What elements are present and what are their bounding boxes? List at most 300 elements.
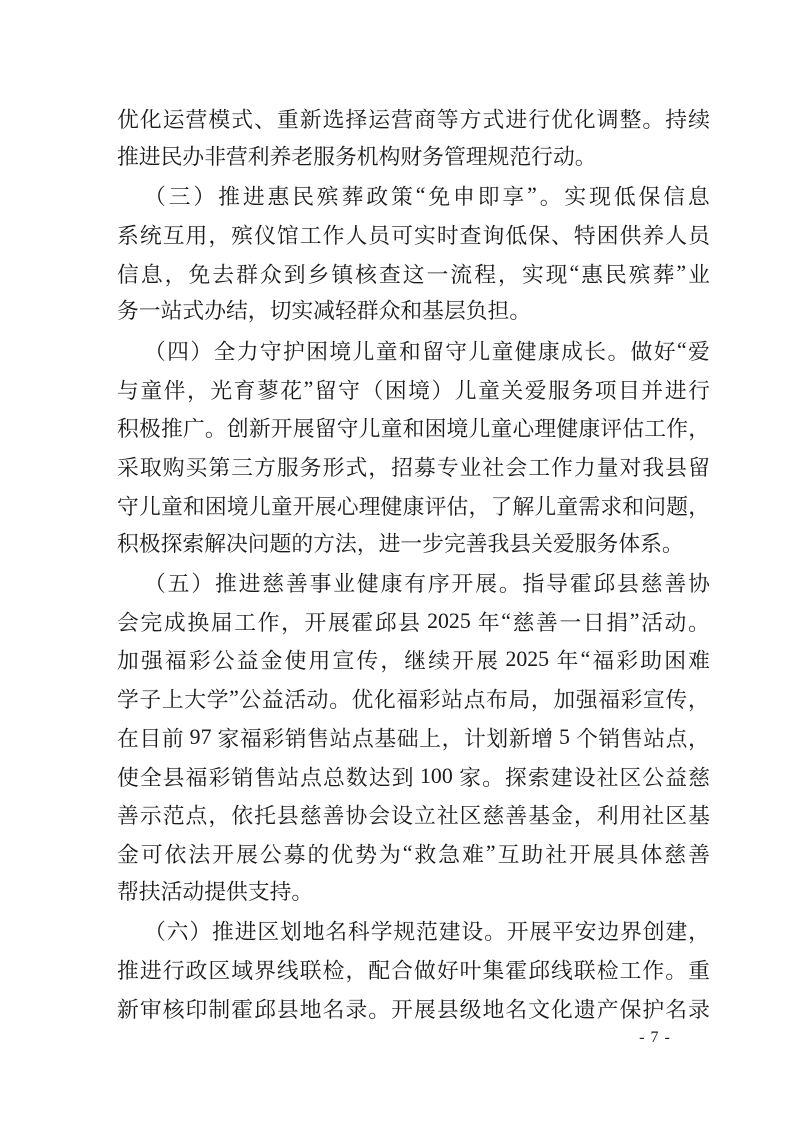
- text-token: 购: [162, 456, 185, 481]
- text-token: 康: [402, 494, 425, 519]
- text-line: [117, 679, 710, 718]
- text-token: 97: [184, 724, 217, 749]
- text-token: 享: [502, 185, 525, 210]
- text-token: 爱: [688, 339, 710, 364]
- text-token: 童: [375, 339, 398, 364]
- text-token: 界: [254, 958, 276, 983]
- text-line: [117, 602, 710, 641]
- text-token: 名: [505, 997, 528, 1022]
- text-token: 年: [556, 649, 579, 674]
- text-token: 立: [413, 804, 436, 829]
- text-token: 和: [182, 494, 205, 519]
- text-token: 保: [619, 997, 642, 1022]
- text-token: 儿: [534, 494, 557, 519]
- text-token: 基: [528, 804, 550, 829]
- text-token: 力: [236, 339, 259, 364]
- text-token: 整: [619, 107, 642, 132]
- text-token: 民: [292, 185, 315, 210]
- text-token: 善: [117, 804, 139, 829]
- text-token: ，: [368, 456, 391, 481]
- text-token: 推: [212, 920, 234, 945]
- text-token: 遗: [573, 997, 596, 1022]
- text-token: 区: [208, 958, 231, 983]
- text-token: 儿: [468, 417, 491, 442]
- text-token: 守: [336, 417, 359, 442]
- text-token: 业: [688, 262, 710, 287]
- text-token: 互: [162, 223, 185, 248]
- text-token: 善: [322, 804, 345, 829]
- text-token: 服: [276, 456, 299, 481]
- text-token: 到: [391, 765, 414, 790]
- text-token: 儿: [352, 339, 375, 364]
- text-token: 建: [550, 765, 573, 790]
- text-token: 福: [185, 765, 208, 790]
- text-token: 群: [236, 262, 258, 287]
- text-token: 站: [441, 688, 464, 713]
- text-token: 售: [620, 726, 643, 751]
- text-token: “: [676, 337, 687, 362]
- text-token: 善: [688, 842, 710, 867]
- text-token: 成: [163, 610, 186, 635]
- text-token: 人: [345, 223, 368, 248]
- text-token: 善: [664, 572, 687, 597]
- text-token: ，: [345, 958, 368, 983]
- text-token: 取: [139, 456, 162, 481]
- text-token: 开: [506, 920, 529, 945]
- text-token: ”: [303, 376, 314, 401]
- text-token: 心: [336, 494, 359, 519]
- text-token: 与: [117, 378, 139, 403]
- text-token: 续: [688, 107, 710, 132]
- text-token: 站: [643, 726, 666, 751]
- text-token: 完: [140, 610, 163, 635]
- text-token: 低: [505, 223, 528, 248]
- text-token: ）: [189, 920, 212, 945]
- text-token: 葬: [341, 185, 364, 210]
- text-token: “: [580, 647, 591, 672]
- text-token: 会: [368, 804, 391, 829]
- text-token: 儿: [454, 378, 477, 403]
- text-token: 审: [139, 997, 162, 1022]
- text-token: 新: [299, 107, 322, 132]
- text-line: [117, 409, 710, 448]
- text-token: 使: [117, 765, 139, 790]
- text-token: ，: [573, 804, 596, 829]
- text-token: 。: [687, 610, 710, 635]
- text-token: 平: [552, 920, 574, 945]
- text-token: 霍: [569, 572, 592, 597]
- text-token: 点: [463, 688, 486, 713]
- text-token: ）: [191, 572, 214, 597]
- text-token: ，: [380, 649, 403, 674]
- text-token: 境: [329, 339, 352, 364]
- text-token: ，: [468, 494, 491, 519]
- text-token: 留: [422, 339, 444, 364]
- text-token: 童: [380, 417, 403, 442]
- text-line: [117, 757, 710, 796]
- text-token: 进: [234, 920, 257, 945]
- text-token: 依: [231, 804, 254, 829]
- text-token: 县: [665, 456, 688, 481]
- text-token: 伴: [163, 378, 186, 403]
- text-token: 困: [596, 223, 619, 248]
- text-token: 爱: [524, 378, 547, 403]
- text-token: 公: [239, 688, 262, 713]
- text-token: 彩: [262, 726, 285, 751]
- text-token: 活: [641, 610, 663, 635]
- text-token: 邱: [374, 610, 397, 635]
- text-token: 仪: [254, 223, 276, 248]
- text-token: 工: [619, 958, 642, 983]
- text-token: 范: [162, 804, 185, 829]
- text-token: 康: [578, 417, 601, 442]
- text-token: 方: [459, 107, 482, 132]
- text-token: 重: [688, 958, 710, 983]
- text-token: 营: [185, 107, 208, 132]
- text-token: 100: [414, 763, 459, 788]
- text-token: 四: [167, 339, 189, 364]
- text-token: ）: [193, 185, 216, 210]
- text-token: 康: [537, 339, 560, 364]
- text-token: 困: [424, 417, 447, 442]
- text-token: 健: [514, 339, 537, 364]
- text-token: 公: [212, 649, 235, 674]
- text-token: 困: [204, 494, 227, 519]
- text-token: 销: [598, 726, 621, 751]
- text-token: 彩: [208, 765, 231, 790]
- text-token: ”: [527, 183, 537, 208]
- text-token: 实: [564, 185, 587, 210]
- text-token: 求: [600, 494, 623, 519]
- text-token: 保: [638, 185, 661, 210]
- text-token: 业: [333, 572, 356, 597]
- text-token: （: [361, 378, 384, 403]
- text-token: 序: [427, 572, 450, 597]
- text-token: 家: [217, 726, 240, 751]
- text-token: 式: [231, 107, 254, 132]
- text-token: 目: [139, 726, 162, 751]
- text-token: 用: [619, 804, 642, 829]
- text-token: 开: [304, 610, 327, 635]
- text-token: 全: [213, 339, 236, 364]
- text-line: [117, 370, 710, 409]
- text-token: 金: [117, 842, 139, 867]
- text-token: 彩: [616, 649, 639, 674]
- text-token: 公: [259, 842, 282, 867]
- text-token: 益: [236, 649, 259, 674]
- text-token: 开: [391, 997, 413, 1022]
- text-token: 理: [358, 494, 381, 519]
- text-token: 县: [436, 997, 459, 1022]
- text-token: 续: [428, 649, 450, 674]
- text-token: 馆: [276, 223, 299, 248]
- text-token: 社: [482, 456, 505, 481]
- text-token: 育: [233, 378, 256, 403]
- text-token: 惠: [267, 185, 290, 210]
- text-token: 作: [666, 417, 689, 442]
- text-token: “: [569, 260, 580, 285]
- text-token: 需: [578, 494, 601, 519]
- text-token: ，: [164, 262, 187, 287]
- text-token: 区: [257, 920, 280, 945]
- text-token: 作: [551, 456, 573, 481]
- text-token: 联: [299, 958, 322, 983]
- text-token: 总: [323, 765, 345, 790]
- text-token: 区: [459, 804, 482, 829]
- text-token: 开: [270, 417, 293, 442]
- paragraph: [117, 911, 710, 1027]
- text-token: 示: [139, 804, 162, 829]
- text-token: 体: [640, 842, 663, 867]
- text-token: 点: [665, 726, 688, 751]
- text-token: 现: [545, 262, 568, 287]
- text-token: 留: [314, 378, 337, 403]
- text-token: 做: [630, 339, 653, 364]
- text-line: [117, 447, 710, 486]
- text-token: 点: [351, 726, 374, 751]
- text-token: 霍: [231, 997, 254, 1022]
- text-token: 积: [117, 417, 139, 442]
- text-token: 和: [402, 417, 425, 442]
- text-token: 慈: [640, 572, 663, 597]
- text-token: 依: [164, 842, 187, 867]
- text-token: 员: [688, 223, 710, 248]
- text-token: 式: [482, 107, 505, 132]
- text-token: 线: [276, 958, 299, 983]
- text-line: [117, 641, 710, 680]
- text-token: 强: [140, 649, 163, 674]
- text-token: 区: [619, 765, 642, 790]
- text-token: 为: [378, 842, 401, 867]
- text-token: 目: [618, 378, 640, 403]
- text-token: 儿: [248, 494, 271, 519]
- text-token: 优: [351, 688, 374, 713]
- text-token: 公: [642, 765, 665, 790]
- text-token: 科: [348, 920, 370, 945]
- text-token: 蓼: [256, 378, 279, 403]
- text-token: 葬: [652, 262, 675, 287]
- text-token: 进: [664, 378, 687, 403]
- text-token: 点: [300, 765, 322, 790]
- text-token: 免: [188, 262, 211, 287]
- text-token: 策: [391, 185, 413, 210]
- text-token: 大: [184, 688, 207, 713]
- text-token: 达: [368, 765, 391, 790]
- text-token: 调: [596, 107, 619, 132]
- page-number: - 7 -: [639, 1029, 671, 1046]
- text-token: 善: [285, 572, 308, 597]
- text-token: 社: [596, 765, 619, 790]
- text-token: 边: [597, 920, 620, 945]
- text-token: 销: [231, 765, 254, 790]
- text-token: 境: [446, 417, 469, 442]
- text-token: 托: [254, 804, 276, 829]
- text-token: 协: [345, 804, 368, 829]
- text-token: 安: [574, 920, 597, 945]
- text-token: 进: [139, 958, 162, 983]
- text-token: 工: [528, 456, 550, 481]
- text-token: 数: [345, 765, 368, 790]
- text-token: 健: [556, 417, 579, 442]
- text-token: 进: [238, 572, 261, 597]
- text-token: 童: [556, 494, 579, 519]
- text-token: 化: [551, 997, 573, 1022]
- text-token: 。: [204, 417, 227, 442]
- text-token: 守: [338, 378, 360, 403]
- text-token: 检: [596, 958, 619, 983]
- text-line: 积极探索解决问题的方法，进一步完善我县关爱服务体系。: [117, 531, 684, 556]
- text-token: 在: [117, 726, 139, 751]
- text-token: 站: [277, 765, 300, 790]
- text-token: 地: [299, 997, 322, 1022]
- text-token: 了: [490, 494, 513, 519]
- text-token: 做: [413, 958, 436, 983]
- text-token: 开: [451, 572, 474, 597]
- text-token: 2025: [500, 647, 555, 672]
- text-token: 叶: [459, 958, 482, 983]
- text-token: 计: [463, 726, 486, 751]
- text-token: 、: [551, 223, 573, 248]
- text-token: 估: [446, 494, 469, 519]
- text-token: 助: [640, 649, 663, 674]
- text-line: [117, 795, 710, 834]
- text-token: 。: [607, 339, 630, 364]
- text-token: ”: [485, 840, 496, 865]
- text-token: 设: [461, 920, 484, 945]
- text-token: 使: [284, 649, 307, 674]
- text-token: 我: [642, 456, 665, 481]
- text-token: 信: [663, 185, 686, 210]
- text-token: 上: [419, 726, 441, 751]
- text-token: 线: [551, 958, 573, 983]
- text-token: ，: [688, 726, 710, 751]
- text-token: 新: [248, 417, 271, 442]
- text-token: 营: [391, 107, 413, 132]
- text-token: 留: [688, 456, 710, 481]
- text-token: 加: [553, 688, 576, 713]
- text-token: 名: [665, 997, 688, 1022]
- text-token: （: [144, 572, 166, 597]
- text-token: 困: [384, 378, 407, 403]
- text-token: 救: [414, 842, 437, 867]
- text-token: 统: [139, 223, 162, 248]
- text-token: 展: [292, 417, 315, 442]
- text-token: 展: [413, 997, 436, 1022]
- text-token: 慈: [299, 804, 322, 829]
- text-token: 个: [576, 726, 598, 751]
- text-token: 售: [307, 726, 329, 751]
- text-token: 招: [391, 456, 413, 481]
- text-token: 去: [212, 262, 235, 287]
- text-token: 留: [314, 417, 337, 442]
- text-token: 县: [276, 804, 299, 829]
- text-token: 择: [345, 107, 368, 132]
- text-token: 具: [616, 842, 639, 867]
- text-token: 免: [428, 185, 451, 210]
- text-token: 务: [299, 456, 322, 481]
- text-token: 划: [486, 726, 509, 751]
- text-token: 民: [604, 262, 627, 287]
- paragraph: [117, 176, 710, 331]
- text-token: 问: [644, 494, 667, 519]
- text-token: 镇: [331, 262, 354, 287]
- text-token: 探: [505, 765, 527, 790]
- text-token: 殡: [316, 185, 339, 210]
- text-token: 对: [619, 456, 642, 481]
- paragraph: [117, 331, 710, 563]
- text-token: “: [415, 183, 426, 208]
- text-token: 规: [393, 920, 416, 945]
- text-token: 项: [594, 378, 617, 403]
- text-token: 选: [322, 107, 345, 132]
- text-token: 慈: [482, 804, 505, 829]
- text-token: 查: [378, 262, 401, 287]
- text-token: 可: [140, 842, 163, 867]
- text-token: 信: [117, 262, 139, 287]
- document-body: [117, 99, 710, 1028]
- text-token: 和: [622, 494, 645, 519]
- text-token: 。: [482, 765, 504, 790]
- text-token: 开: [212, 842, 235, 867]
- text-token: 基: [374, 726, 397, 751]
- text-token: 可: [391, 223, 413, 248]
- text-token: 展: [236, 842, 258, 867]
- text-token: 索: [527, 765, 550, 790]
- text-line: 帮扶活动提供支持。: [117, 879, 314, 904]
- text-token: 邱: [593, 572, 616, 597]
- text-line: [117, 563, 710, 602]
- text-token: 动: [306, 688, 329, 713]
- text-token: 护: [283, 339, 305, 364]
- text-token: 。: [498, 572, 521, 597]
- text-token: 。: [368, 997, 391, 1022]
- text-token: 开: [452, 649, 474, 674]
- text-token: 金: [551, 804, 573, 829]
- text-token: 好: [653, 339, 676, 364]
- paragraph: [117, 563, 710, 911]
- text-token: 学: [370, 920, 393, 945]
- text-token: 乡: [307, 262, 330, 287]
- text-token: 文: [528, 997, 550, 1022]
- text-token: 儿: [138, 494, 161, 519]
- text-token: 估: [622, 417, 645, 442]
- text-token: 申: [453, 185, 475, 210]
- text-token: ，: [208, 804, 231, 829]
- text-token: 展: [327, 610, 350, 635]
- text-token: 宣: [643, 688, 665, 713]
- text-token: 福: [396, 688, 419, 713]
- text-token: 日: [582, 610, 605, 635]
- text-token: 县: [398, 610, 421, 635]
- text-token: 光: [210, 378, 233, 403]
- text-token: 协: [688, 572, 710, 597]
- text-token: 建: [665, 920, 688, 945]
- text-token: 传: [356, 649, 379, 674]
- text-token: 等: [436, 107, 459, 132]
- text-token: 查: [459, 223, 482, 248]
- text-token: 进: [242, 185, 265, 210]
- text-token: 政: [185, 958, 208, 983]
- text-token: 工: [644, 417, 667, 442]
- text-token: 流: [450, 262, 473, 287]
- text-token: 推: [214, 572, 237, 597]
- text-token: 极: [138, 417, 161, 442]
- text-token: 捐: [606, 610, 629, 635]
- text-token: 设: [391, 804, 413, 829]
- text-token: 化: [373, 688, 396, 713]
- text-token: 检: [322, 958, 345, 983]
- text-token: 一: [426, 262, 449, 287]
